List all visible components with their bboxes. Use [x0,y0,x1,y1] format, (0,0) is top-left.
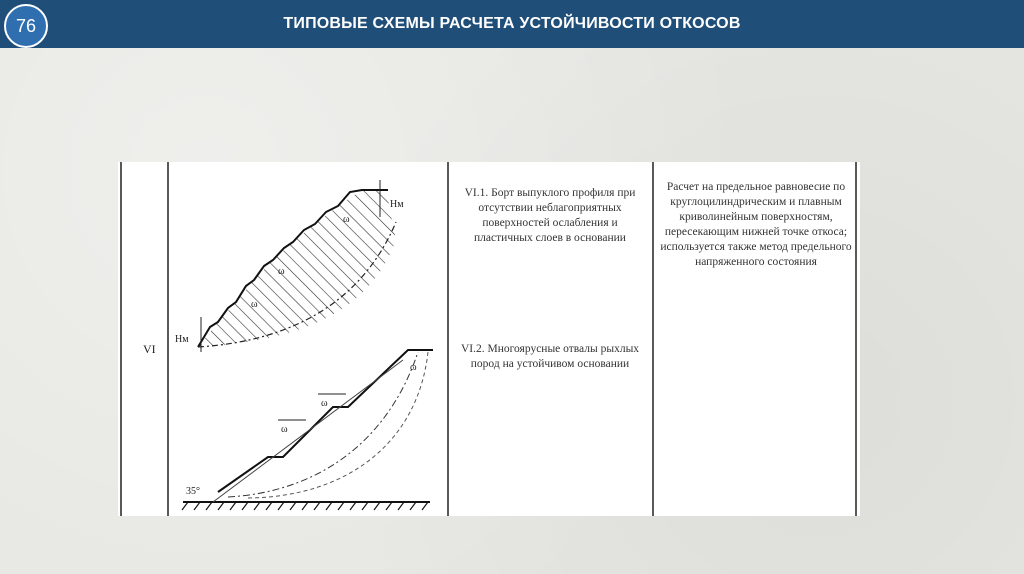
omega-label-5: ω [281,424,288,435]
slip-surface-lower-2 [248,352,428,498]
omega-label-2: ω [278,266,285,277]
scheme-1-text: VI.1. Борт выпуклого профиля при отсутствии неблагоприятных поверхностей ослабления и пластичных слоев в основании [464,187,636,244]
title-bar [0,0,1024,48]
row-label: VI [143,342,156,356]
method-text: Расчет на предельное равновесие по круглоцилиндрическим и плавным криволинейным поверхностям, пересекающим нижней точке откоса; используется также метод предельного напряженного состояния [660,181,852,268]
scheme-2-text: VI.2. Многоярусные отвалы рыхлых пород на устойчивом основании [460,343,640,370]
base-hatch [182,502,428,510]
dump-tangent [213,360,403,502]
omega-label-3: ω [251,299,258,310]
h-label-bottom: Hм [175,334,189,345]
h-label-top: Hм [390,199,404,210]
page-title: ТИПОВЫЕ СХЕМЫ РАСЧЕТА УСТОЙЧИВОСТИ ОТКОСОВ [283,15,741,32]
angle-label: 35° [186,486,200,497]
omega-label-4: ω [321,398,328,409]
slide-number-badge: 76 [4,4,48,48]
scheme-figure [118,162,860,516]
dump-profile [218,350,433,492]
omega-label-1: ω [343,214,350,225]
omega-label-6: ω [410,362,417,373]
slip-surface-lower-1 [228,352,418,497]
sliding-body-hatch [198,190,396,347]
